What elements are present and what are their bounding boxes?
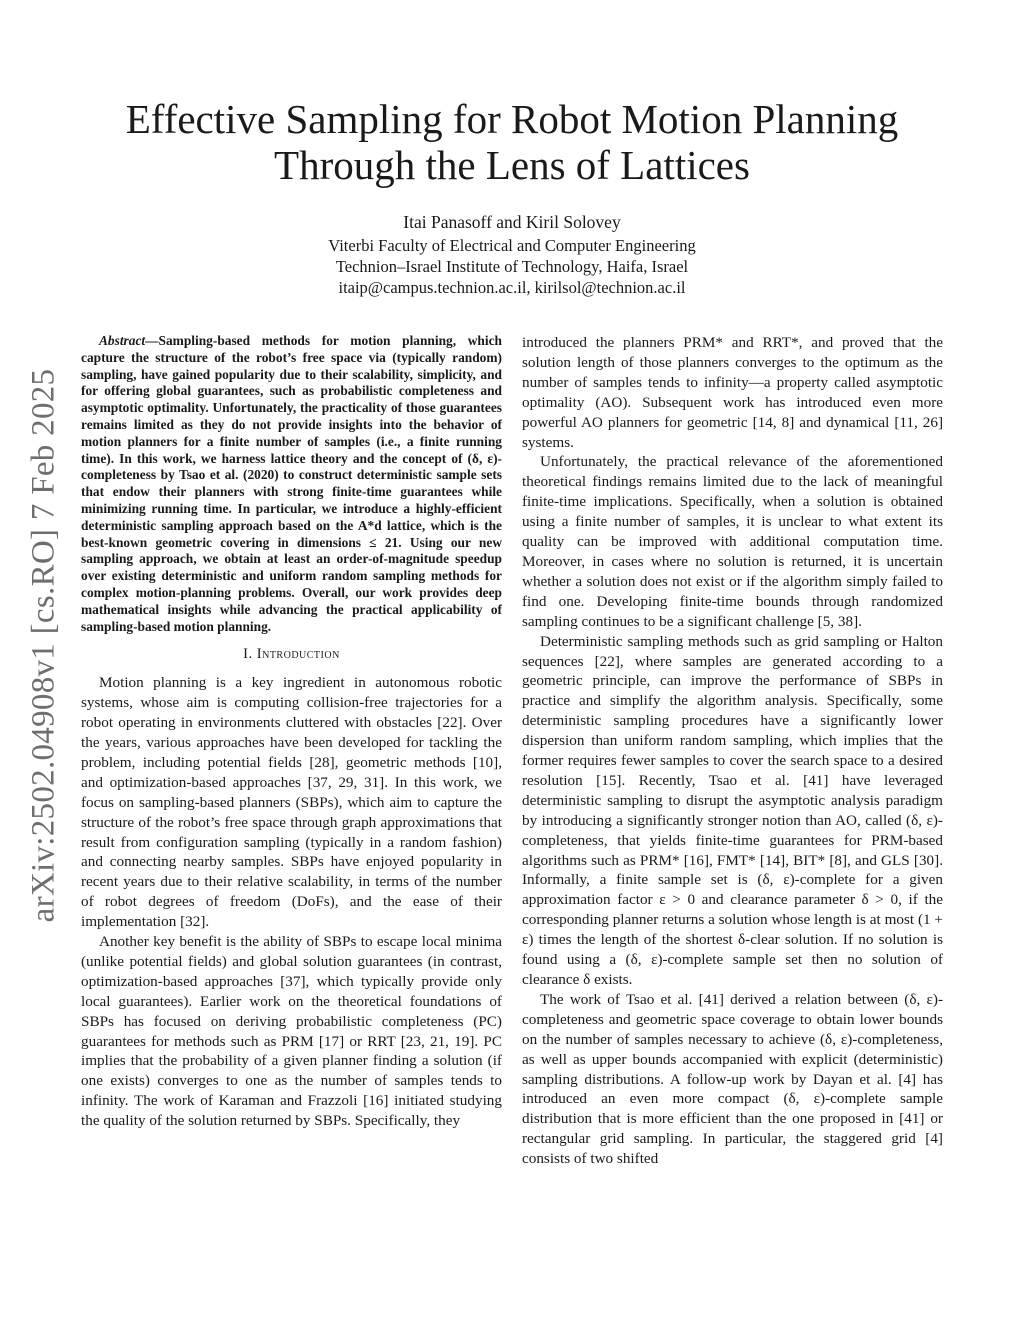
abstract (81, 333, 502, 635)
author-emails: itaip@campus.technion.ac.il, kirilsol@technion.ac.il (338, 278, 686, 297)
section-title: Introduction (256, 646, 340, 663)
title-line-2: Through the Lens of Lattices (274, 142, 750, 188)
right-column (522, 333, 943, 1169)
arxiv-identifier-text: arXiv:2502.04908v1 [cs.RO] 7 Feb 2025 (25, 368, 62, 922)
paragraph: The work of Tsao et al. [41] derived a relation between (δ, ε)-completeness and geometric space coverage to obtain lower bounds on the number of samples necessary to achieve (δ, ε)-completeness, as well as upper bounds accompanied with explicit (deterministic) sampling distributions. A follow-up work by Dayan et al. [4] has introduced an even more compact (δ, ε)-complete sample distribution that is more efficient than the one proposed in [41] or rectangular grid sampling. In particular, the staggered grid [4] consists of two shifted (522, 990, 943, 1168)
paragraph: Deterministic sampling methods such as grid sampling or Halton sequences [22], where samples are generated according to a geometric principle, can improve the performance of SBPs in practice and simplify the algorithm analysis. Specifically, some deterministic sampling procedures have a significantly lower dispersion than uniform random sampling, which implies that the former requires fewer samples to cover the search space to a desired resolution [15]. Recently, Tsao et al. [41] have leveraged deterministic sampling to disrupt the asymptotic analysis paradigm by introducing a significantly stronger notion than AO, called (δ, ε)-completeness, that yields finite-time guarantees for PRM-based algorithms such as PRM* [16], FMT* [14], BIT* [8], and GLS [30]. Informally, a finite sample set is (δ, ε)-complete for a given approximation factor ε > 0 and clearance parameter δ > 0, if the corresponding planner returns a solution whose length is at most (1 + ε) times the length of the shortest δ-clear solution. If no solution is found using a (δ, ε)-complete sample set then no solution of clearance δ exists. (522, 632, 943, 988)
abstract-label: Abstract (99, 333, 146, 348)
paper-title (90, 96, 934, 188)
title-line-1: Effective Sampling for Robot Motion Planning (125, 96, 899, 142)
affiliation-line-1: Viterbi Faculty of Electrical and Computer Engineering (328, 236, 696, 255)
section-number: I. (243, 646, 253, 663)
affiliation-line-2: Technion–Israel Institute of Technology, Haifa, Israel (335, 257, 689, 276)
author-block (90, 212, 934, 298)
paragraph: Motion planning is a key ingredient in autonomous robotic systems, whose aim is computing collision-free trajectories for a robot operating in environments cluttered with obstacles [22]. Over the years, various approaches have been developed for tackling the problem, including potential fields [28], geometric methods [10], and optimization-based approaches [37, 29, 31]. In this work, we focus on sampling-based planners (SBPs), which aim to capture the structure of the robot’s free space through graph approximations that result from configuration sampling (typically in a random fashion) and connecting nearby samples. SBPs have enjoyed popularity in recent years due to their relative scalability, in terms of the number of robot degrees of freedom (DoFs), and the ease of their implementation [32]. (81, 674, 502, 931)
author-names: Itai Panasoff and Kiril Solovey (403, 212, 621, 232)
paragraph: Unfortunately, the practical relevance of the aforementioned theoretical findings remains limited due to the lack of meaningful finite-time implications. Specifically, when a solution is obtained using a finite number of samples, it is unclear to what extent its quality can be improved with additional computation time. Moreover, in cases where no solution is returned, it is uncertain whether a solution does not exist or if the algorithm simply failed to find one. Developing finite-time bounds through randomized sampling continues to be a significant challenge [5, 38]. (522, 453, 943, 630)
section-heading (81, 645, 502, 665)
paragraph: Another key benefit is the ability of SBPs to escape local minima (unlike potential fields) and global solution guarantees (in contrast, optimization-based approaches [37], which typically provide only local guarantees). Earlier work on the theoretical foundations of SBPs has focused on deriving probabilistic completeness (PC) guarantees for methods such as PRM [17] or RRT [23, 21, 19]. PC implies that the probability of a given planner finding a solution (if one exists) converges to one as the number of samples tends to infinity. The work of Karaman and Frazzoli [16] initiated studying the quality of the solution returned by SBPs. Specifically, they (81, 933, 502, 1130)
left-column (81, 333, 502, 1131)
arxiv-identifier (14, 360, 74, 930)
paragraph: introduced the planners PRM* and RRT*, and proved that the solution length of those planners converges to the optimum as the number of samples tends to infinity—a property called asymptotic optimality (AO). Subsequent work has introduced even more powerful AO planners for geometric [14, 8] and dynamical [11, 26] systems. (522, 334, 943, 451)
abstract-text: —Sampling-based methods for motion planning, which capture the structure of the robot’s free space via (typically random) sampling, have gained popularity due to their scalability, simplicity, and for offering global guarantees, such as probabilistic completeness and asymptotic optimality. Unfortunately, the practicality of those guarantees remains limited as they do not provide insights into the behavior of motion planners for a finite number of samples (i.e., a finite running time). In this work, we harness lattice theory and the concept of (δ, ε)-completeness by Tsao et al. (2020) to construct deterministic sample sets that endow their planners with strong finite-time guarantees while minimizing running time. In particular, we introduce a highly-efficient deterministic sampling approach based on the A*d lattice, which is the best-known geometric covering in dimensions ≤ 21. Using our new sampling approach, we obtain at least an order-of-magnitude speedup over existing deterministic and uniform random sampling methods for complex motion-planning problems. Overall, our work provides deep mathematical insights while advancing the practical applicability of sampling-based motion planning. (81, 333, 502, 634)
